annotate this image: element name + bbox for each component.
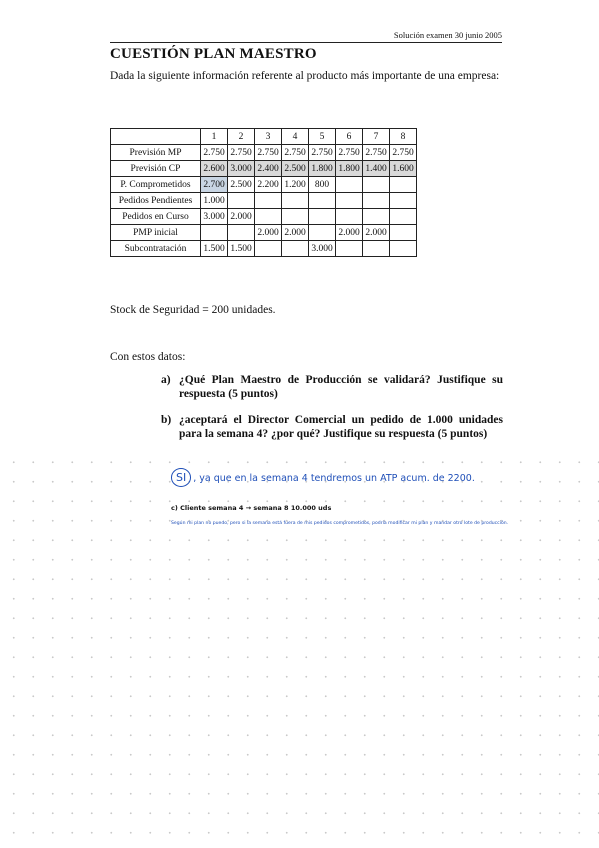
table-cell: 1.800	[336, 161, 363, 177]
circled-answer: SI	[171, 468, 191, 487]
table-cell: 2.500	[228, 177, 255, 193]
table-cell	[228, 225, 255, 241]
table-header-cell	[111, 129, 201, 145]
row-label: P. Comprometidos	[111, 177, 201, 193]
table-cell: 1.000	[201, 193, 228, 209]
question-text: ¿aceptará el Director Comercial un pedido de 1.000 unidades para la semana 4? ¿por qué? Justifique su respuesta (5 puntos)	[179, 414, 503, 440]
table-cell	[255, 209, 282, 225]
table-cell: 2.750	[309, 145, 336, 161]
table-cell: 2.750	[363, 145, 390, 161]
table-cell	[309, 225, 336, 241]
table-cell	[336, 209, 363, 225]
table-cell	[363, 209, 390, 225]
table-cell	[201, 225, 228, 241]
table-cell	[336, 177, 363, 193]
table-cell: 2.000	[282, 225, 309, 241]
safety-stock-text: Stock de Seguridad = 200 unidades.	[110, 304, 276, 316]
table-cell: 2.750	[255, 145, 282, 161]
row-label: Pedidos Pendientes	[111, 193, 201, 209]
table-cell: 1.600	[390, 161, 417, 177]
table-cell	[363, 193, 390, 209]
table-header-cell: 4	[282, 129, 309, 145]
table-cell: 1.500	[228, 241, 255, 257]
table-cell: 2.400	[255, 161, 282, 177]
question-a	[161, 373, 503, 401]
table-row	[111, 209, 417, 225]
table-cell	[282, 193, 309, 209]
table-header-cell: 7	[363, 129, 390, 145]
row-label: PMP inicial	[111, 225, 201, 241]
table-cell	[255, 193, 282, 209]
table-cell	[336, 241, 363, 257]
table-cell: 1.800	[309, 161, 336, 177]
table-cell	[309, 193, 336, 209]
table-row	[111, 241, 417, 257]
table-cell: 2.000	[363, 225, 390, 241]
table-header-cell: 5	[309, 129, 336, 145]
question-text: ¿Qué Plan Maestro de Producción se validará? Justifique su respuesta (5 puntos)	[179, 374, 503, 400]
page-title: CUESTIÓN PLAN MAESTRO	[110, 46, 317, 62]
table-cell	[228, 193, 255, 209]
intro-paragraph: Dada la siguiente información referente al producto más importante de una empresa:	[110, 70, 500, 82]
table-cell: 800	[309, 177, 336, 193]
table-cell: 2.000	[336, 225, 363, 241]
table-cell: 2.750	[282, 145, 309, 161]
question-label: a)	[161, 374, 171, 386]
table-cell	[390, 209, 417, 225]
table-cell	[390, 193, 417, 209]
table-cell: 2.600	[201, 161, 228, 177]
page-header: Solución examen 30 junio 2005	[110, 30, 502, 43]
table-cell	[363, 177, 390, 193]
table-header-cell: 3	[255, 129, 282, 145]
table-cell: 3.000	[309, 241, 336, 257]
con-datos-text: Con estos datos:	[110, 351, 186, 363]
table-cell: 1.400	[363, 161, 390, 177]
handwritten-answer-b	[171, 468, 475, 487]
table-cell	[282, 241, 309, 257]
table-cell	[390, 225, 417, 241]
master-plan-table	[110, 128, 417, 257]
table-row	[111, 177, 417, 193]
table-cell: 1.200	[282, 177, 309, 193]
table-cell: 2.000	[228, 209, 255, 225]
table-row	[111, 161, 417, 177]
handwritten-note-c: c) Cliente semana 4 → semana 8 10.000 uds	[171, 504, 332, 512]
table-cell: 2.000	[255, 225, 282, 241]
question-b	[161, 413, 503, 441]
table-cell	[363, 241, 390, 257]
table-cell: 2.500	[282, 161, 309, 177]
table-cell: 2.750	[228, 145, 255, 161]
table-header-cell: 2	[228, 129, 255, 145]
table-cell: 2.200	[255, 177, 282, 193]
question-label: b)	[161, 414, 172, 426]
table-cell: 1.500	[201, 241, 228, 257]
table-cell: 3.000	[201, 209, 228, 225]
table-header-cell: 1	[201, 129, 228, 145]
row-label: Pedidos en Curso	[111, 209, 201, 225]
row-label: Previsión CP	[111, 161, 201, 177]
answer-text: , ya que en la semana 4 tendremos un ATP acum. de 2200.	[193, 473, 475, 484]
table-header-cell: 8	[390, 129, 417, 145]
table-cell	[390, 241, 417, 257]
table-cell	[255, 241, 282, 257]
table-cell	[282, 209, 309, 225]
table-cell: 3.000	[228, 161, 255, 177]
table-cell: 2.750	[336, 145, 363, 161]
table-cell	[309, 209, 336, 225]
row-label: Subcontratación	[111, 241, 201, 257]
table-row	[111, 193, 417, 209]
row-label: Previsión MP	[111, 145, 201, 161]
table-cell	[336, 193, 363, 209]
table-header-row	[111, 129, 417, 145]
table-cell: 2.750	[390, 145, 417, 161]
table-row	[111, 225, 417, 241]
table-cell: 2.750	[201, 145, 228, 161]
table-row	[111, 145, 417, 161]
table-cell	[390, 177, 417, 193]
handwritten-note-detail: Según mi plan no puedo, pero si la semana está fuera de mis pedidos comprometidos, podría modificar mi plan y mandar otro lote de producción.	[171, 521, 509, 526]
table-header-cell: 6	[336, 129, 363, 145]
table-cell: 2.700	[201, 177, 228, 193]
